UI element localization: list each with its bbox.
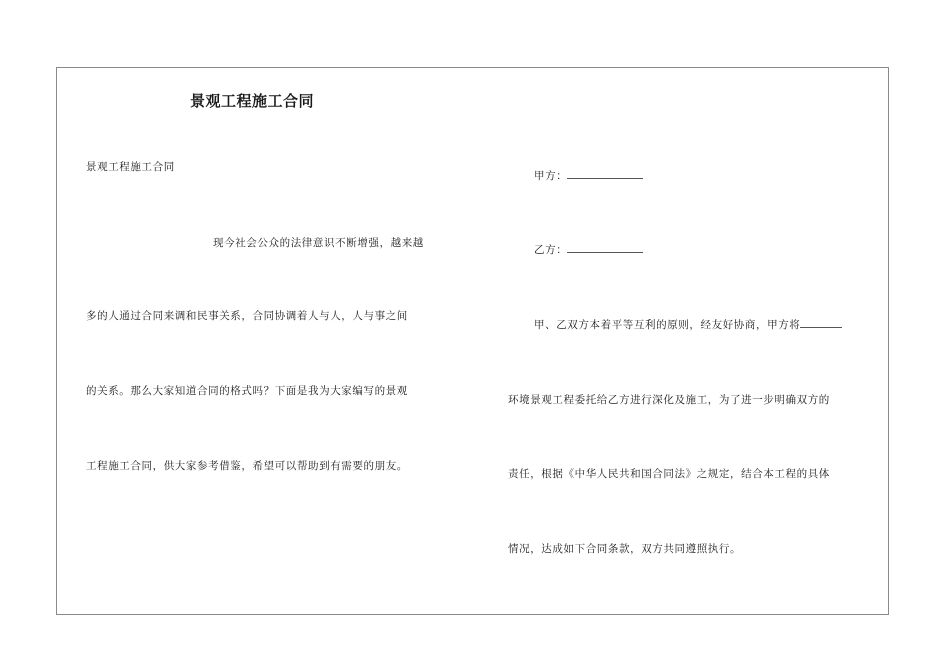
left-subtitle: 景观工程施工合同 [86, 161, 175, 173]
party-b-blank [567, 243, 643, 253]
left-paragraph-line-2: 多的人通过合同来调和民事关系，合同协调着人与人，人与事之间 [86, 310, 408, 322]
party-a-blank [567, 169, 643, 179]
right-paragraph-line-4: 情况，达成如下合同条款，双方共同遵照执行。 [508, 543, 742, 555]
project-name-blank [800, 318, 842, 328]
document-frame [56, 67, 889, 615]
right-paragraph-line-2: 环境景观工程委托给乙方进行深化及施工，为了进一步明确双方的 [508, 394, 830, 406]
party-a-label: 甲方： [534, 170, 568, 182]
party-b-label: 乙方： [534, 244, 568, 256]
left-paragraph-line-1: 现今社会公众的法律意识不断增强，越来越 [213, 237, 424, 249]
document-title: 景观工程施工合同 [190, 92, 315, 110]
left-paragraph-line-3: 的关系。那么大家知道合同的格式吗？下面是我为大家编写的景观 [86, 385, 408, 397]
party-a-field [534, 169, 643, 183]
right-paragraph-line-3: 责任，根据《中华人民共和国合同法》之规定，结合本工程的具体 [508, 468, 830, 480]
right-paragraph-line-1-wrap [534, 318, 842, 332]
party-b-field [534, 243, 643, 257]
right-paragraph-line-1: 甲、乙双方本着平等互利的原则，经友好协商，甲方将 [534, 319, 801, 331]
left-paragraph-line-4: 工程施工合同，供大家参考借鉴，希望可以帮助到有需要的朋友。 [86, 460, 408, 472]
